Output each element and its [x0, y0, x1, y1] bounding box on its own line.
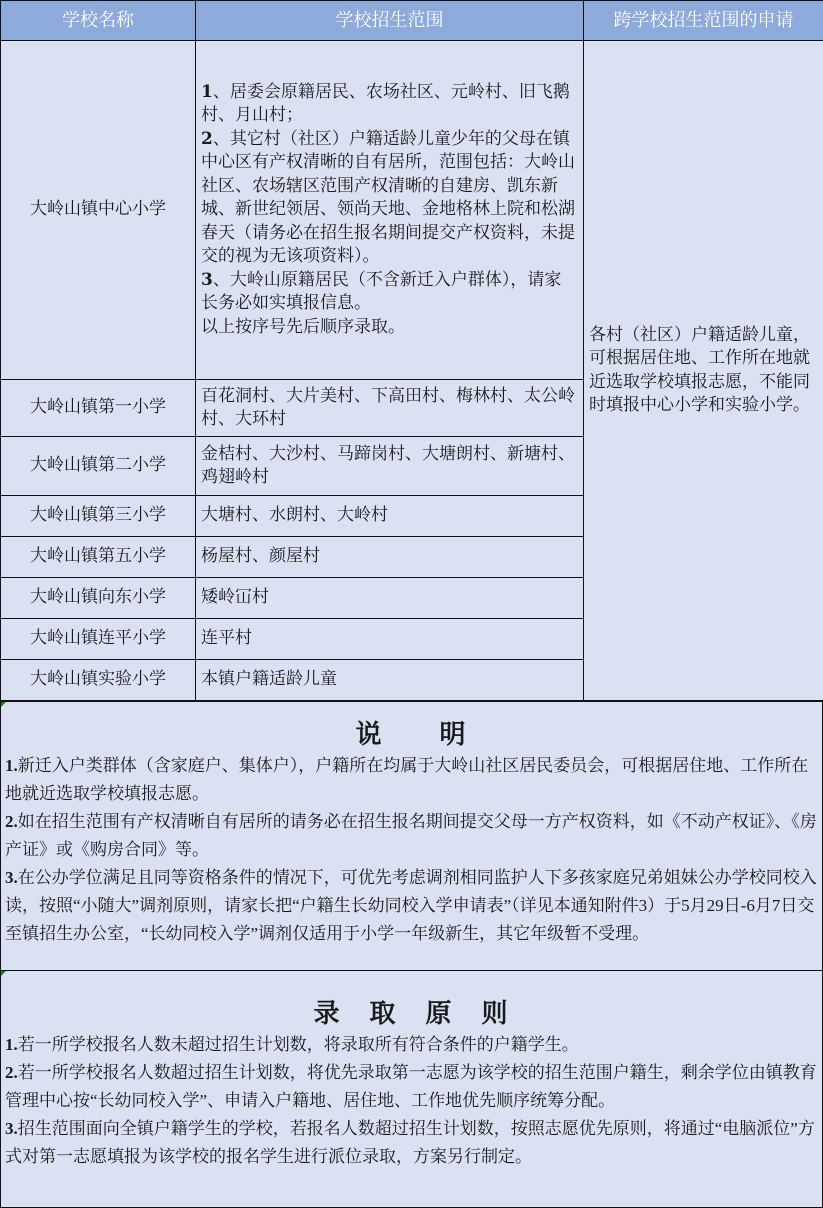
principles-title: 录 取 原 则 — [313, 999, 510, 1029]
school-name: 大岭山镇第三小学 — [1, 496, 196, 537]
school-name: 大岭山镇第五小学 — [1, 537, 196, 578]
school-name: 大岭山镇连平小学 — [1, 619, 196, 660]
principle-item: 1.若一所学校报名人数未超过招生计划数，将录取所有符合条件的户籍学生。 — [5, 1035, 579, 1054]
school-scope: 金桔村、大沙村、马蹄岗村、大塘朗村、新塘村、鸡翅岭村 — [196, 437, 584, 496]
school-name: 大岭山镇实验小学 — [1, 660, 196, 701]
table-row — [1, 41, 823, 380]
school-scope: 大塘村、水朗村、大岭村 — [196, 496, 584, 537]
school-name: 大岭山镇第二小学 — [1, 437, 196, 496]
principles-section — [0, 970, 823, 1208]
cell-corner-marker — [1, 702, 6, 707]
scope-item: 1、居委会原籍居民、农场社区、元岭村、旧飞鹅村、月山村； — [201, 81, 570, 126]
header-school-name: 学校名称 — [1, 1, 196, 41]
header-school-scope: 学校招生范围 — [196, 1, 584, 41]
note-item: 2.如在招生范围有产权清晰自有居所的请务必在招生报名期间提交父母一方产权资料，如《不动产权证》、《房产证》或《购房合同》等。 — [5, 812, 817, 859]
school-scope: 杨屋村、颜屋村 — [196, 537, 584, 578]
school-scope: 矮岭冚村 — [196, 578, 584, 619]
school-scope: 百花洞村、大片美村、下高田村、梅林村、太公岭村、大环村 — [196, 380, 584, 437]
scope-item: 2、其它村（社区）户籍适龄儿童少年的父母在镇中心区有产权清晰的自有居所，范围包括：大岭山社区、农场辖区范围产权清晰的自建房、凯东新城、新世纪领居、领尚天地、金地格林上院和松湖春天（请务必在招生报名期间提交产权资料，未提交的视为无该项资料）。 — [201, 128, 575, 267]
principle-item: 2.若一所学校报名人数超过招生计划数，将优先录取第一志愿为该学校的招生范围户籍生，剩余学位由镇教育管理中心按“长幼同校入学”、申请入户籍地、居住地、工作地优先顺序统筹分配。 — [5, 1063, 817, 1110]
school-name: 大岭山镇中心小学 — [1, 41, 196, 380]
school-name: 大岭山镇第一小学 — [1, 380, 196, 437]
principle-item: 3.招生范围面向全镇户籍学生的学校，若报名人数超过招生计划数，按照志愿优先原则，将通过“电脑派位”方式对第一志愿填报为该学校的报名学生进行派位录取，方案另行制定。 — [5, 1119, 815, 1166]
scope-item: 以上按序号先后顺序录取。 — [201, 316, 405, 337]
cross-school-application: 各村（社区）户籍适龄儿童，可根据居住地、工作所在地就近选取学校填报志愿，不能同时填报中心小学和实验小学。 — [584, 41, 823, 701]
scope-item: 3、大岭山原籍居民（不含新迁入户群体），请家长务必如实填报信息。 — [201, 269, 562, 314]
note-item: 3.在公办学位满足且同等资格条件的情况下，可优先考虑调剂相同监护人下多孩家庭兄弟姐妹公办学校同校入读，按照“小随大”调剂原则，请家长把“户籍生长幼同校入学申请表”（详见本通知附件3）于5月29日-6月7日交至镇招生办公室，“长幼同校入学”调剂仅适用于小学一年级新生，其它年级暂不受理。 — [5, 868, 817, 943]
school-scope: 连平村 — [196, 619, 584, 660]
header-cross-school: 跨学校招生范围的申请 — [584, 1, 823, 41]
cell-corner-marker — [1, 971, 6, 976]
notes-section — [0, 701, 823, 971]
note-item: 1.新迁入户类群体（含家庭户、集体户），户籍所在均属于大岭山社区居民委员会，可根据居住地、工作所在地就近选取学校填报志愿。 — [5, 756, 809, 803]
school-name: 大岭山镇向东小学 — [1, 578, 196, 619]
school-scope: 本镇户籍适龄儿童 — [196, 660, 584, 701]
school-scope — [196, 41, 584, 380]
notes-title: 说 明 — [355, 720, 468, 750]
table-header-row — [1, 1, 823, 41]
